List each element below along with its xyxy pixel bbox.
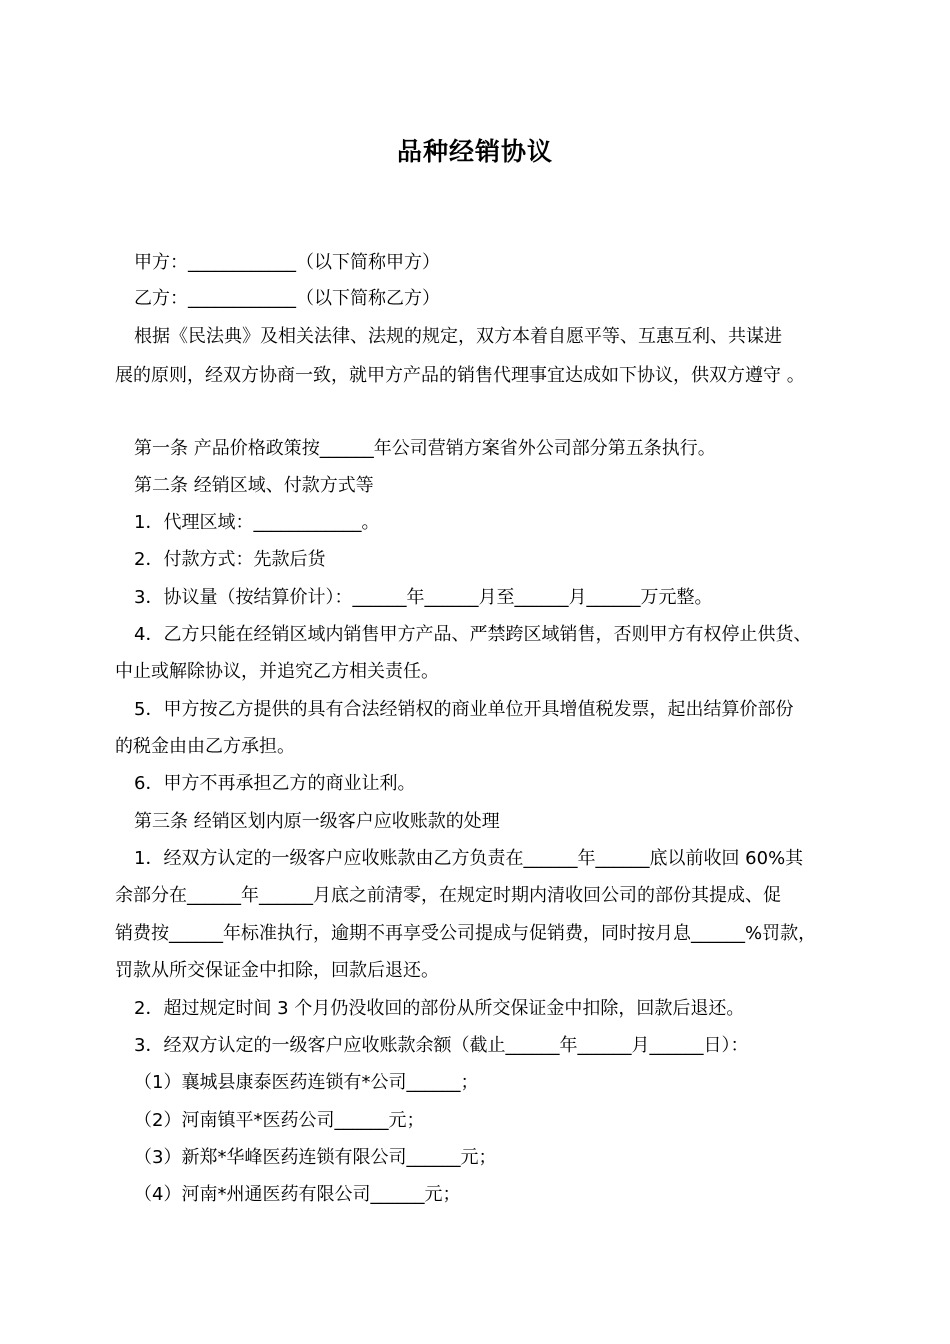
- article-2-item-1: 1．代理区域：____________。: [134, 512, 380, 533]
- article-2-item-6: 6．甲方不再承担乙方的商业让利。: [134, 773, 416, 794]
- party-b-line: 乙方：____________（以下简称乙方）: [134, 288, 440, 309]
- article-1: 第一条 产品价格政策按______年公司营销方案省外公司部分第五条执行。: [134, 438, 716, 459]
- customer-item-3: （3）新郑*华峰医药连锁有限公司______元；: [134, 1147, 497, 1168]
- article-3-item-1-line-4: 罚款从所交保证金中扣除，回款后退还。: [115, 960, 439, 981]
- article-2-heading: 第二条 经销区域、付款方式等: [134, 475, 374, 496]
- document-title: 品种经销协议: [396, 137, 553, 166]
- article-3-item-2: 2．超过规定时间 3 个月仍没收回的部份从所交保证金中扣除，回款后退还。: [134, 998, 745, 1019]
- customer-item-4: （4）河南*州通医药有限公司______元；: [134, 1184, 461, 1205]
- article-2-item-2: 2．付款方式：先款后货: [134, 549, 326, 570]
- preamble-line-1: 根据《民法典》及相关法律、法规的规定，双方本着自愿平等、互惠互利、共谋进: [134, 326, 782, 347]
- article-3-item-1-line-3: 销费按______年标准执行，逾期不再享受公司提成与促销费，同时按月息______%罚款，: [115, 923, 817, 944]
- customer-item-2: （2）河南镇平*医药公司______元；: [134, 1110, 425, 1131]
- article-2-item-4-line-1: 4．乙方只能在经销区域内销售甲方产品、严禁跨区域销售，否则甲方有权停止供货、: [134, 624, 812, 645]
- customer-item-1: （1）襄城县康泰医药连锁有*公司______；: [134, 1072, 479, 1093]
- article-3-item-1-line-1: 1．经双方认定的一级客户应收账款由乙方负责在______年______底以前收回 60%其: [134, 848, 804, 869]
- article-2-item-3: 3．协议量（按结算价计）：______年______月至______月______万元整。: [134, 587, 713, 608]
- preamble-line-2: 展的原则，经双方协商一致，就甲方产品的销售代理事宜达成如下协议，供双方遵守 。: [115, 365, 805, 386]
- party-a-line: 甲方：____________（以下简称甲方）: [134, 252, 440, 273]
- article-2-item-5-line-1: 5．甲方按乙方提供的具有合法经销权的商业单位开具增值税发票，起出结算价部份: [134, 699, 794, 720]
- article-3-item-3: 3．经双方认定的一级客户应收账款余额（截止______年______月______日）：: [134, 1035, 749, 1056]
- article-2-item-4-line-2: 中止或解除协议，并追究乙方相关责任。: [115, 661, 439, 682]
- article-3-heading: 第三条 经销区划内原一级客户应收账款的处理: [134, 811, 500, 832]
- article-2-item-5-line-2: 的税金由由乙方承担。: [115, 736, 295, 757]
- article-3-item-1-line-2: 余部分在______年______月底之前清零，在规定时期内清收回公司的部份其提成、促: [115, 885, 781, 906]
